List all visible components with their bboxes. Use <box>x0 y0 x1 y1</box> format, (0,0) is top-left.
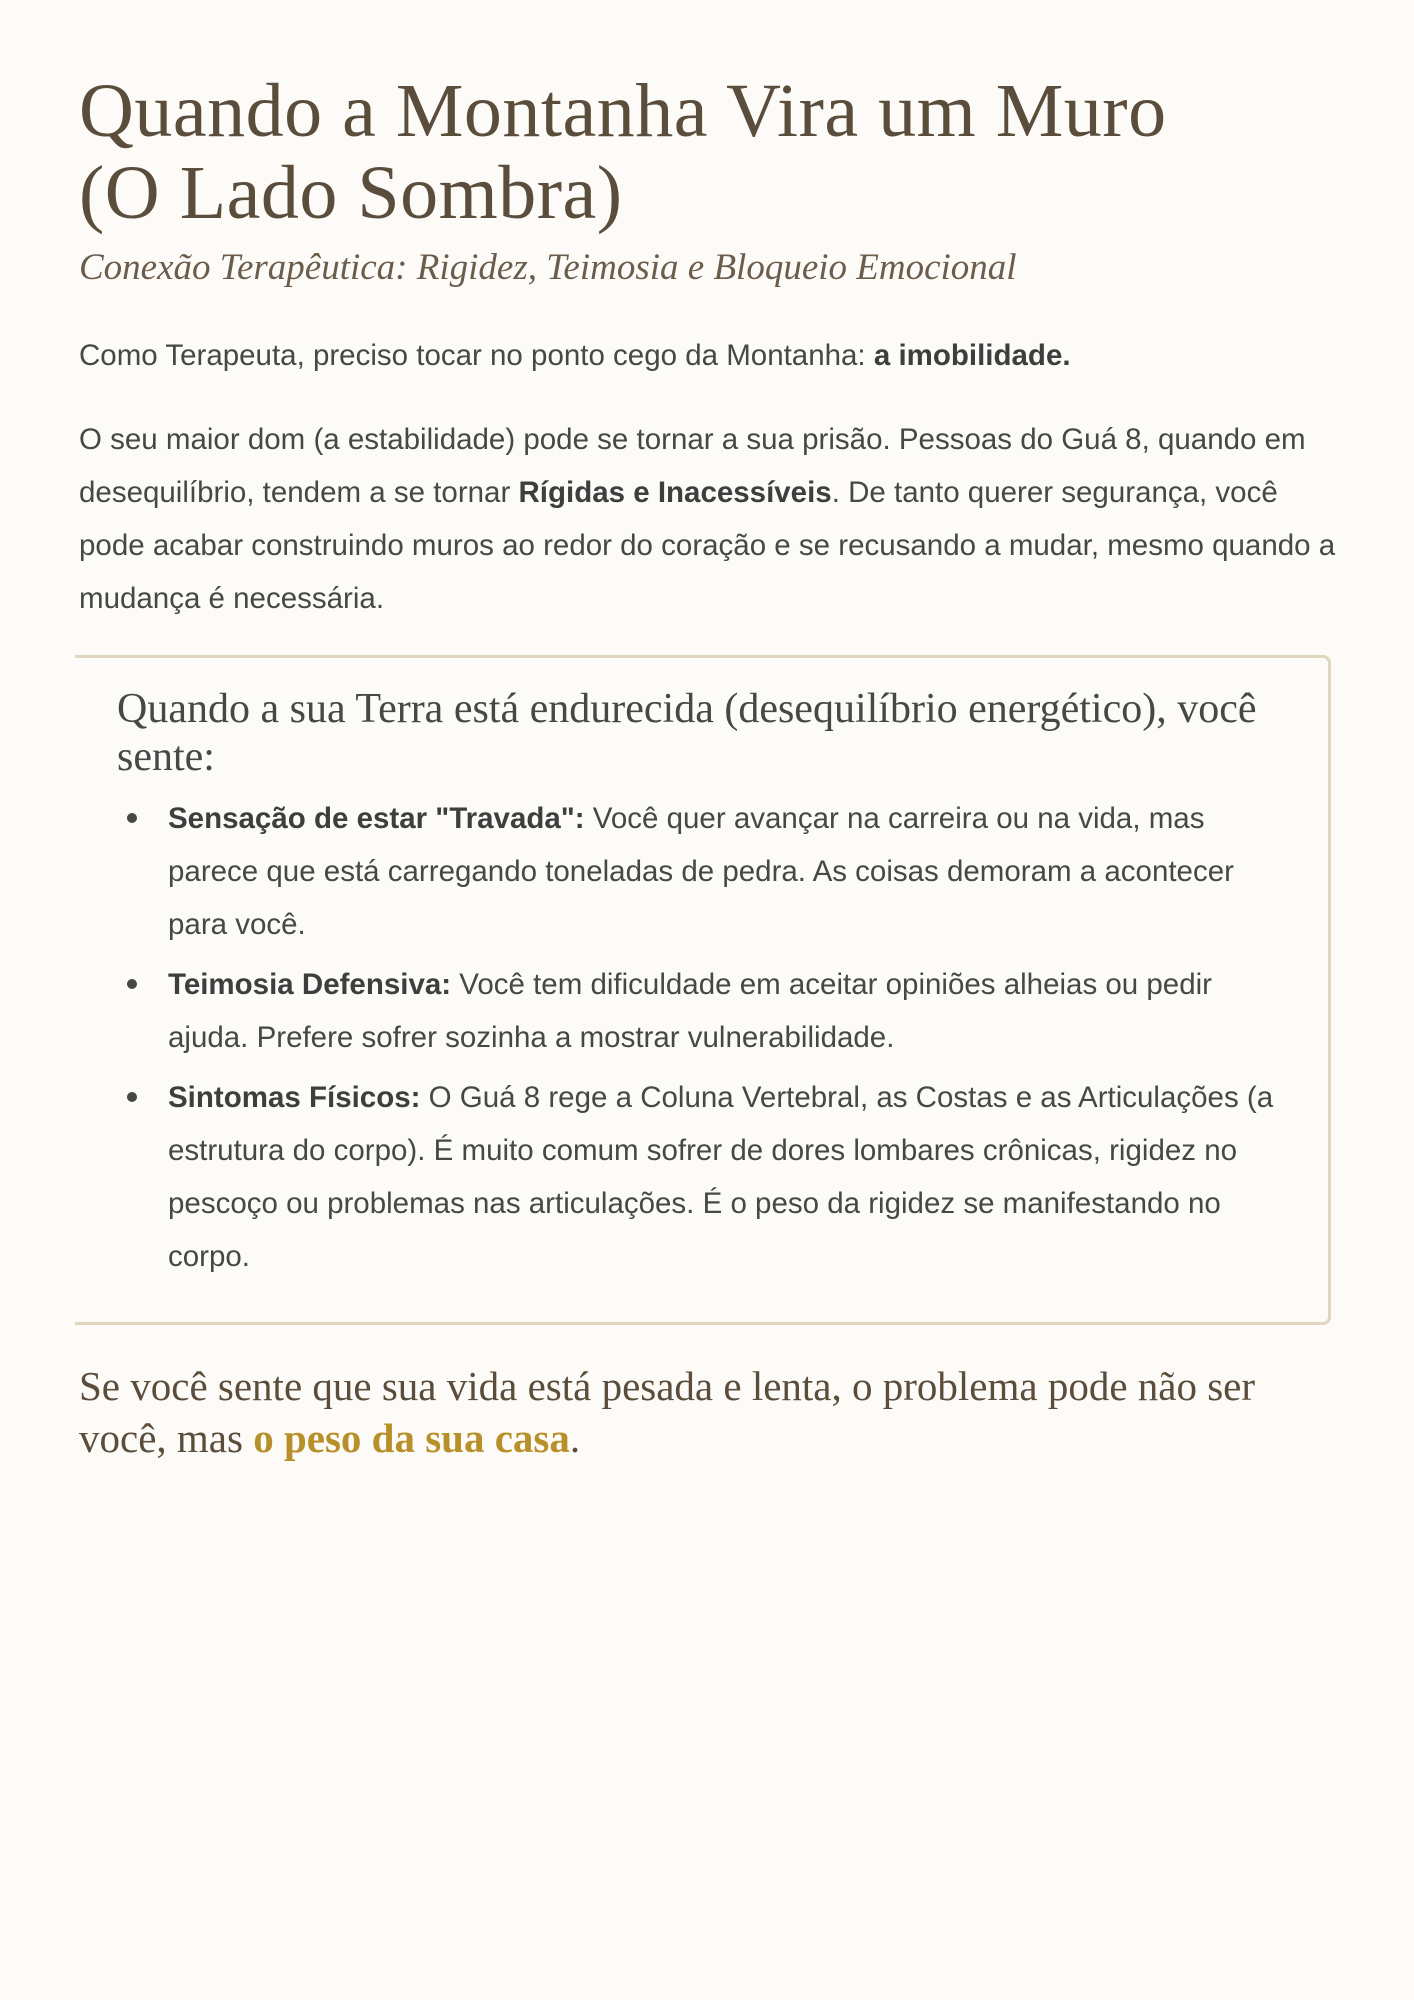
intro-paragraph-2-before: O seu maior dom (a estabilidade) pode se tornar a sua prisão. Pessoas do Guá 8, quando em desequilíbrio, tendem a se tornar <box>79 423 1306 509</box>
bullet-icon <box>127 979 137 989</box>
list-item <box>127 958 1287 1064</box>
page-title-line2: (O Lado Sombra) <box>79 151 623 235</box>
list-item-text: O Guá 8 rege a Coluna Vertebral, as Costas e as Articulações (a estrutura do corpo). É muito comum sofrer de dores lombares crônicas, rigidez no pescoço ou problemas nas articulações. É o peso da rigidez se manifestando no corpo. <box>168 1081 1274 1273</box>
closing-text: Se você sente que sua vida está pesada e lenta, o problema pode não ser você, mas <box>79 1363 1256 1461</box>
closing-period: . <box>569 1415 581 1461</box>
bullet-icon <box>127 1092 137 1102</box>
list-item-text: Você tem dificuldade em aceitar opiniões alheias ou pedir ajuda. Prefere sofrer sozinha a mostrar vulnerabilidade. <box>168 968 1213 1054</box>
intro-paragraph-1-bold: a imobilidade. <box>873 339 1071 372</box>
closing-statement <box>79 1360 1335 1464</box>
page-subtitle: Conexão Terapêutica: Rigidez, Teimosia e Bloqueio Emocional <box>79 247 1017 288</box>
list-item <box>127 792 1287 951</box>
bullet-icon <box>127 813 137 823</box>
list-item-label: Teimosia Defensiva: <box>168 968 452 1001</box>
callout-box <box>75 655 1331 1325</box>
intro-paragraph-2-after: . De tanto querer segurança, você pode acabar construindo muros ao redor do coração e se recusando a mudar, mesmo quando a mudança é necessária. <box>79 476 1336 615</box>
closing-highlight: o peso da sua casa <box>253 1415 570 1461</box>
list-item-text: Você quer avançar na carreira ou na vida, mas parece que está carregando toneladas de pedra. As coisas demoram a acontecer para você. <box>168 802 1234 941</box>
page-title-line1: Quando a Montanha Vira um Muro <box>79 69 1167 153</box>
intro-paragraph-2-bold: Rígidas e Inacessíveis <box>518 476 832 509</box>
list-item-label: Sensação de estar "Travada": <box>168 802 585 835</box>
page-title <box>79 70 1335 234</box>
list-item-label: Sintomas Físicos: <box>168 1081 421 1114</box>
intro-paragraph-1-text: Como Terapeuta, preciso tocar no ponto cego da Montanha: <box>79 339 874 372</box>
intro-paragraph-1 <box>79 329 1339 382</box>
list-item <box>127 1071 1287 1283</box>
callout-list <box>127 792 1287 1290</box>
callout-heading: Quando a sua Terra está endurecida (desequilíbrio energético), você sente: <box>117 686 1257 780</box>
intro-paragraph-2 <box>79 413 1339 625</box>
